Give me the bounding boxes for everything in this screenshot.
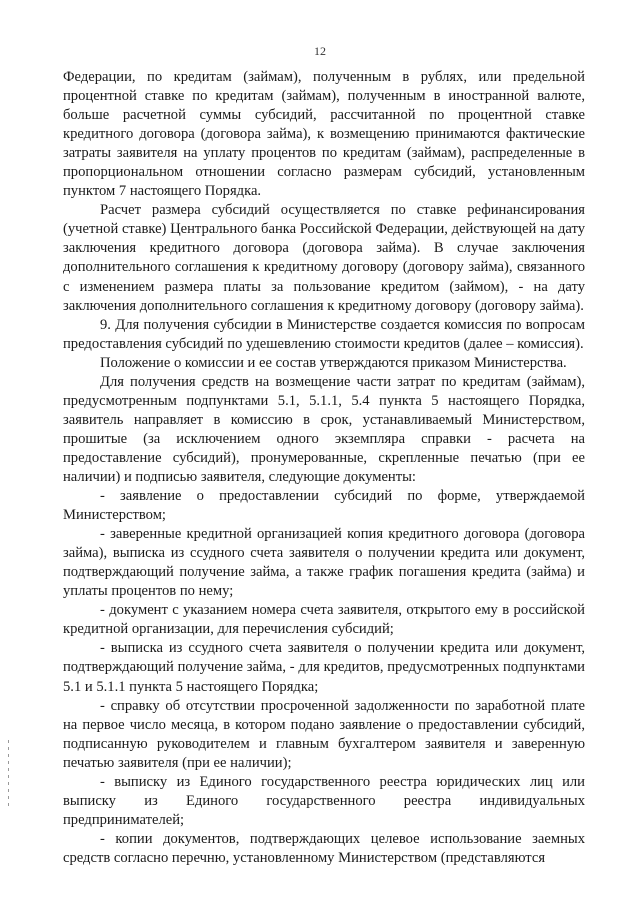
- paragraph-documents-intro: Для получения средств на возмещение части затрат по кредитам (займам), предусмотренным подпунктами 5.1, 5.1.1, 5.4 пункта 5 настоящего Порядка, заявитель направляет в комиссию в срок, устанавливаемый Министерством, прошитые (за исключением одного экземпляра справки - расчета на предоставление субсидий), пронумерованные, скрепленные печатью (при ее наличии) и подписью заявителя, следующие документы:: [63, 373, 585, 485]
- list-item-target-use-documents: - копии документов, подтверждающих целевое использование заемных средств согласно перечню, установленному Министерством (представляются: [63, 830, 585, 866]
- list-item-loan-account-extract: - выписка из ссудного счета заявителя о получении кредита или документ, подтверждающий получение займа, - для кредитов, предусмотренных подпунктами 5.1 и 5.1.1 пункта 5 настоящего Порядка;: [63, 640, 585, 695]
- list-item-state-register-extract: - выписку из Единого государственного реестра юридических лиц или выписку из Единого государственного реестра индивидуальных предпринимателей;: [63, 773, 585, 828]
- scan-edge-mark: [8, 740, 9, 810]
- paragraph-commission-regulation: Положение о комиссии и ее состав утверждаются приказом Министерства.: [100, 354, 567, 371]
- page-number: 12: [314, 44, 326, 58]
- document-body: [63, 68, 585, 868]
- paragraph-9-commission: 9. Для получения субсидии в Министерстве создается комиссия по вопросам предоставления субсидий по удешевлению стоимости кредитов (далее – комиссия).: [63, 316, 585, 352]
- list-item-wage-arrears-certificate: - справку об отсутствии просроченной задолженности по заработной плате на первое число месяца, в котором подано заявление о предоставлении субсидий, подписанную руководителем и главным бухгалтером заявителя и заверенную печатью заявителя (при ее наличии);: [63, 697, 585, 771]
- list-item-account-number: - документ с указанием номера счета заявителя, открытого ему в российской кредитной организации, для перечисления субсидий;: [63, 602, 585, 638]
- list-item-credit-agreement: - заверенные кредитной организацией копия кредитного договора (договора займа), выписка из ссудного счета заявителя о получении кредита или документ, подтверждающий получение займа, а также график погашения кредита (займа) и уплаты процентов по нему;: [63, 526, 585, 600]
- paragraph-continuation: Федерации, по кредитам (займам), полученным в рублях, или предельной процентной ставке по кредитам (займам), полученным в иностранной валюте, больше расчетной суммы субсидий, рассчитанной по процентной ставке кредитного договора (договора займа), к возмещению принимаются фактические затраты заявителя на уплату процентов по кредитам (займам), распределенные в пропорциональном отношении согласно размерам субсидий, установленным пунктом 7 настоящего Порядка.: [63, 69, 585, 200]
- list-item-application: - заявление о предоставлении субсидий по форме, утверждаемой Министерством;: [63, 488, 585, 524]
- paragraph-refinancing-rate: Расчет размера субсидий осуществляется по ставке рефинансирования (учетной ставке) Центрального банка Российской Федерации, действующей на дату заключения кредитного договора (договора займа). В случае заключения дополнительного соглашения к кредитному договору (договору займа), связанного с изменением размера платы за пользование кредитом (займом), - на дату заключения дополнительного соглашения к кредитному договору (договору займа).: [63, 202, 585, 314]
